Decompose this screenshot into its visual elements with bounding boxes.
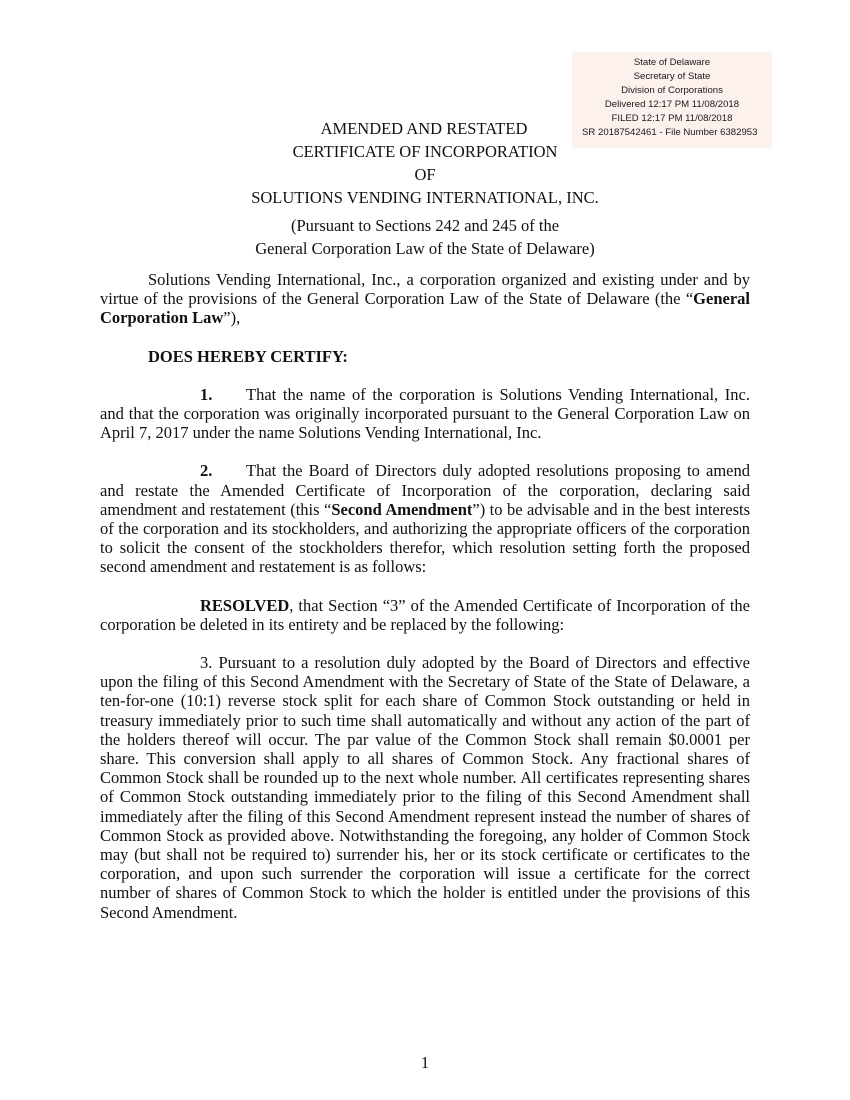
intro-defined-term: General Corporation Law: [100, 289, 750, 328]
title-line-3: OF: [414, 165, 436, 184]
stamp-line-filed: FILED 12:17 PM 11/08/2018: [611, 113, 733, 124]
pursuant-subtitle: [100, 214, 750, 260]
intro-text: Solutions Vending International, Inc., a corporation organized and existing under and by virtue of the provisions of the General Corporation Law of the State of Delaware (the “: [100, 270, 750, 309]
intro-tail: ”),: [223, 308, 241, 328]
stamp-line-delivered: Delivered 12:17 PM 11/08/2018: [604, 99, 740, 110]
resolved-label: RESOLVED: [200, 595, 290, 615]
paragraph-2-number: 2.: [200, 461, 213, 481]
paragraph-2: [100, 461, 750, 576]
resolved-text: , that Section “3” of the Amended Certificate of Incorporation of the corporation be deleted in its entirety and be replaced by the following:: [100, 595, 750, 634]
paragraph-2-text-a: That the Board of Directors duly adopted resolutions proposing to amend and restate the Amended Certificate of Incorporation of the corporation, declaring said amendment and restatement (this “: [100, 461, 750, 519]
intro-paragraph: [100, 270, 750, 328]
paragraph-1-number: 1.: [200, 384, 213, 404]
certify-heading: DOES HEREBY CERTIFY:: [148, 346, 348, 366]
pursuant-line-1: (Pursuant to Sections 242 and 245 of the: [290, 216, 560, 235]
paragraph-2-text-b: ”) to be advisable and in the best interests of the corporation and its stockholders, and authorizing the appropriate officers of the corporation to solicit the consent of the stockholders therefor, which resolution setting forth the proposed second amendment and restatement is as follows:: [100, 499, 750, 577]
title-line-4: SOLUTIONS VENDING INTERNATIONAL, INC.: [251, 188, 599, 207]
stamp-line-secretary: Secretary of State: [633, 71, 711, 82]
title-line-1: AMENDED AND RESTATED: [320, 119, 528, 138]
stamp-line-division: Division of Corporations: [621, 85, 723, 96]
document-body: [100, 270, 750, 941]
section-3-paragraph: 3. Pursuant to a resolution duly adopted by the Board of Directors and effective upon the filing of this Second Amendment with the Secretary of State of the State of Delaware, a ten-for-one (10:1) reverse stock split for each share of Common Stock outstanding or held in treasury immediately prior to such time shall automatically and without any action of the part of the holders thereof will occur. The par value of the Common Stock shall remain $0.0001 per share. This conversion shall apply to all shares of Common Stock. Any fractional shares of Common Stock shall be rounded up to the next whole number. All certificates representing shares of Common Stock outstanding immediately prior to the filing of this Second Amendment shall immediately after the filing of this Second Amendment represent instead the number of shares of Common Stock as provided above. Notwithstanding the foregoing, any holder of Common Stock may (but shall not be required to) surrender his, her or its stock certificate or certificates to the corporation, and upon such surrender the corporation will issue a certificate for the correct number of shares of Common Stock to which the holder is entitled under the provisions of this Second Amendment.: [100, 653, 750, 922]
paragraph-1: [100, 385, 750, 443]
stamp-line-state: State of Delaware: [633, 57, 711, 68]
document-title: [100, 117, 750, 209]
pursuant-line-2: General Corporation Law of the State of Delaware): [255, 239, 595, 258]
paragraph-1-text: That the name of the corporation is Solutions Vending International, Inc. and that the corporation was originally incorporated pursuant to the General Corporation Law on April 7, 2017 under the name Solutions Vending International, Inc.: [100, 384, 750, 443]
page-number: 1: [420, 1053, 430, 1072]
stamp-line-file-number: SR 20187542461 - File Number 6382953: [582, 127, 758, 138]
paragraph-2-defined-term: Second Amendment: [331, 499, 473, 519]
title-line-2: CERTIFICATE OF INCORPORATION: [292, 142, 558, 161]
resolved-paragraph: [100, 596, 750, 634]
